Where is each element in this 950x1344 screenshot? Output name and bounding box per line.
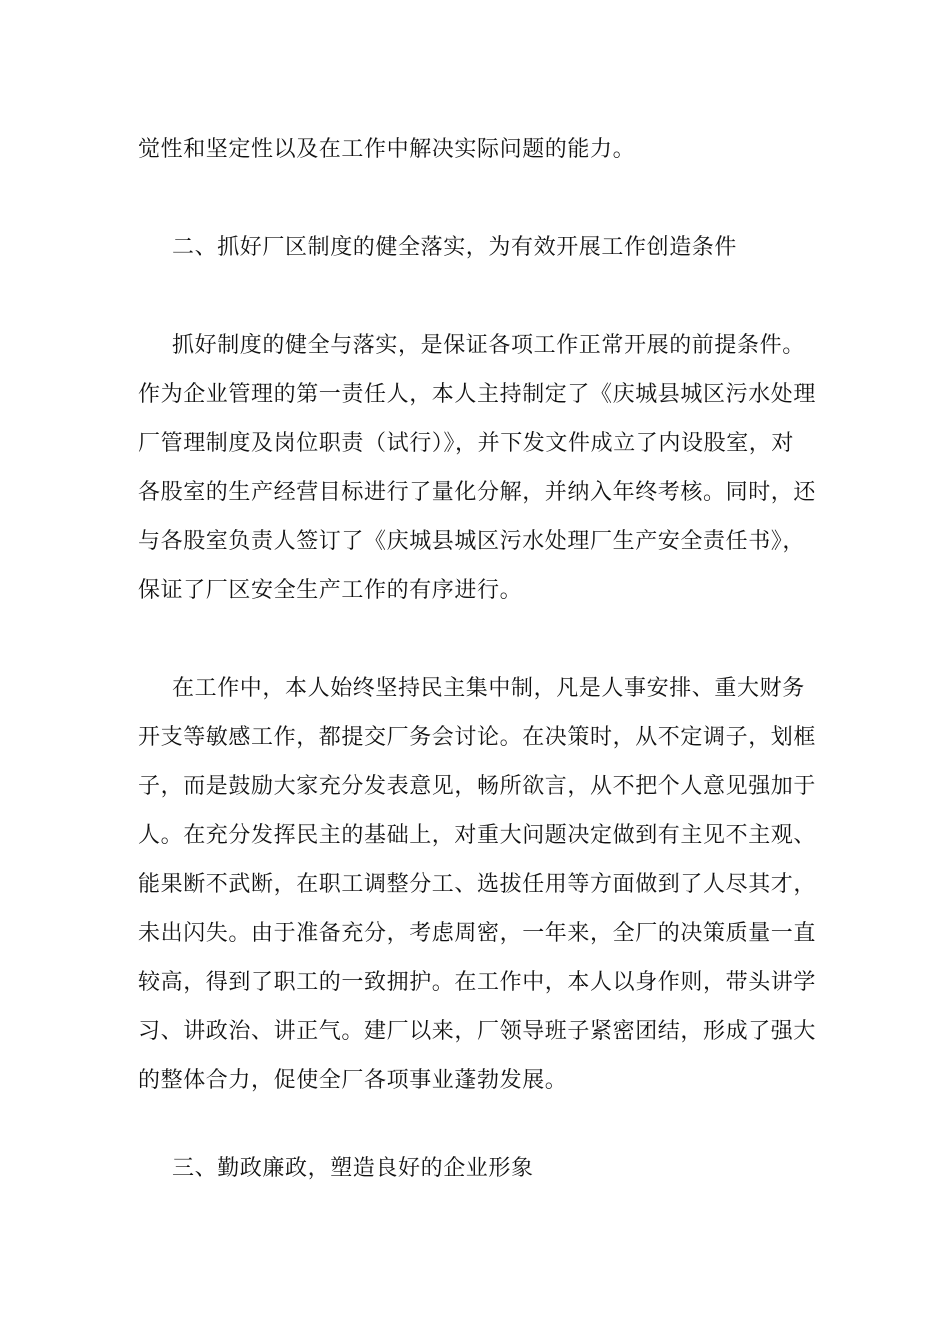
paragraph-line: 较高，得到了职工的一致拥护。在工作中，本人以身作则，带头讲学 (138, 970, 817, 995)
paragraph-line: 子，而是鼓励大家充分发表意见，畅所欲言，从不把个人意见强加于 (138, 774, 817, 799)
paragraph-line: 开支等敏感工作，都提交厂务会讨论。在决策时，从不定调子，划框 (138, 725, 817, 750)
paragraph-line: 能果断不武断，在职工调整分工、选拔任用等方面做到了人尽其才， (138, 872, 817, 897)
paragraph-line: 与各股室负责人签订了《庆城县城区污水处理厂生产安全责任书》， (138, 529, 806, 554)
section-heading: 二、抓好厂区制度的健全落实，为有效开展工作创造条件 (172, 235, 738, 260)
paragraph-line: 觉性和坚定性以及在工作中解决实际问题的能力。 (138, 137, 636, 162)
paragraph-line: 作为企业管理的第一责任人，本人主持制定了《庆城县城区污水处理 (138, 382, 817, 407)
paragraph-line: 习、讲政治、讲正气。建厂以来，厂领导班子紧密团结，形成了强大 (138, 1019, 817, 1044)
paragraph-line: 厂管理制度及岗位职责（试行）》，并下发文件成立了内设股室，对 (138, 431, 795, 456)
paragraph-line: 在工作中，本人始终坚持民主集中制，凡是人事安排、重大财务 (172, 676, 805, 701)
section-heading: 三、勤政廉政，塑造良好的企业形象 (172, 1156, 534, 1181)
paragraph-line: 各股室的生产经营目标进行了量化分解，并纳入年终考核。同时，还 (138, 480, 817, 505)
paragraph-line: 抓好制度的健全与落实，是保证各项工作正常开展的前提条件。 (172, 333, 805, 358)
paragraph-line: 保证了厂区安全生产工作的有序进行。 (138, 578, 523, 603)
paragraph-line: 的整体合力，促使全厂各项事业蓬勃发展。 (138, 1068, 568, 1093)
paragraph-line: 人。在充分发挥民主的基础上，对重大问题决定做到有主见不主观、 (138, 823, 817, 848)
paragraph-line: 未出闪失。由于准备充分，考虑周密，一年来，全厂的决策质量一直 (138, 921, 817, 946)
